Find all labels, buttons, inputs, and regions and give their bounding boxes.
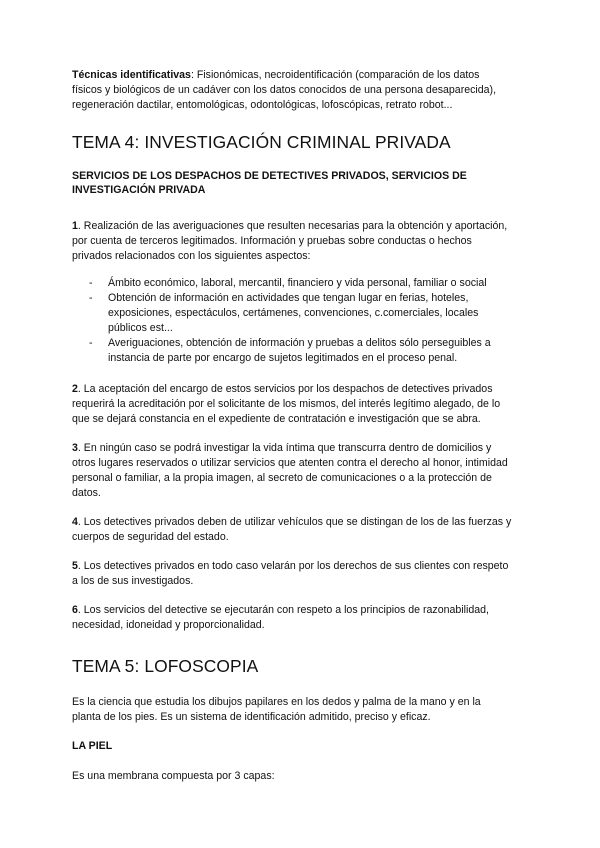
point-number: 6 (72, 604, 78, 616)
point-number: 1 (72, 220, 78, 232)
intro-paragraph (72, 68, 512, 113)
point-3 (72, 441, 512, 501)
point-text: . Los servicios del detective se ejecutarán con respeto a los principios de razonabilidad, necesidad, idoneidad y proporcionalidad. (72, 604, 489, 631)
point-text: . En ningún caso se podrá investigar la vida íntima que transcurra dentro de domicilios y otros lugares reservados o utilizar servicios que atenten contra el derecho al honor, intimidad personal o familiar, a la propia imagen, al secreto de comunicaciones o a la protección de datos. (72, 442, 508, 499)
tema4-title: TEMA 4: INVESTIGACIÓN CRIMINAL PRIVADA (72, 132, 451, 152)
point-5 (72, 559, 512, 589)
piel-heading: LA PIEL (72, 740, 113, 752)
intro-label: Técnicas identificativas (72, 69, 191, 81)
point-1 (72, 219, 512, 264)
point-number: 3 (72, 442, 78, 454)
point-number: 5 (72, 560, 78, 572)
intro-text: : Fisionómicas, necroidentificación (comparación de los datos físicos y biológicos de un cadáver con los datos conocidos de una persona desaparecida), regeneración dactilar, entomológicas, odontológicas, lofoscópicas, retrato robot... (72, 69, 497, 111)
tema5-title: TEMA 5: LOFOSCOPIA (72, 656, 259, 676)
tema4-subtitle: SERVICIOS DE LOS DESPACHOS DE DETECTIVES PRIVADOS, SERVICIOS DE INVESTIGACIÓN PRIVADA (72, 170, 467, 196)
list-item: - Obtención de información en actividades que tengan lugar en ferias, hoteles, exposiciones, espectáculos, certámenes, convenciones, c.comerciales, locales públicos est... (89, 291, 512, 336)
point-text: . Los detectives privados en todo caso velarán por los derechos de sus clientes con respeto a los de sus investigados. (72, 560, 509, 587)
piel-text: Es una membrana compuesta por 3 capas: (72, 770, 275, 782)
point-text: . La aceptación del encargo de estos servicios por los despachos de detectives privados requerirá la acreditación por el solicitante de los mismos, del interés legítimo alegado, de lo que se dejará constancia en el expediente de contratación e investigación que se abra. (72, 383, 501, 425)
aspects-list (89, 276, 512, 366)
point-6 (72, 603, 512, 633)
list-item: - Ámbito económico, laboral, mercantil, financiero y vida personal, familiar o social (89, 276, 512, 291)
point-text: . Los detectives privados deben de utilizar vehículos que se distingan de los de las fuerzas y cuerpos de seguridad del estado. (72, 516, 512, 543)
point-2 (72, 382, 512, 427)
list-item: - Averiguaciones, obtención de información y pruebas a delitos sólo perseguibles a instancia de parte por encargo de sujetos legitimados en el proceso penal. (89, 336, 512, 366)
point-number: 4 (72, 516, 78, 528)
tema5-intro: Es la ciencia que estudia los dibujos papilares en los dedos y palma de la mano y en la planta de los pies. Es un sistema de identificación admitido, preciso y eficaz. (72, 696, 481, 723)
point-text: . Realización de las averiguaciones que resulten necesarias para la obtención y aportación, por cuenta de terceros legitimados. Información y pruebas sobre conductas o hechos privados relacionados con los siguientes aspectos: (72, 220, 508, 262)
point-number: 2 (72, 383, 78, 395)
point-4 (72, 515, 512, 545)
